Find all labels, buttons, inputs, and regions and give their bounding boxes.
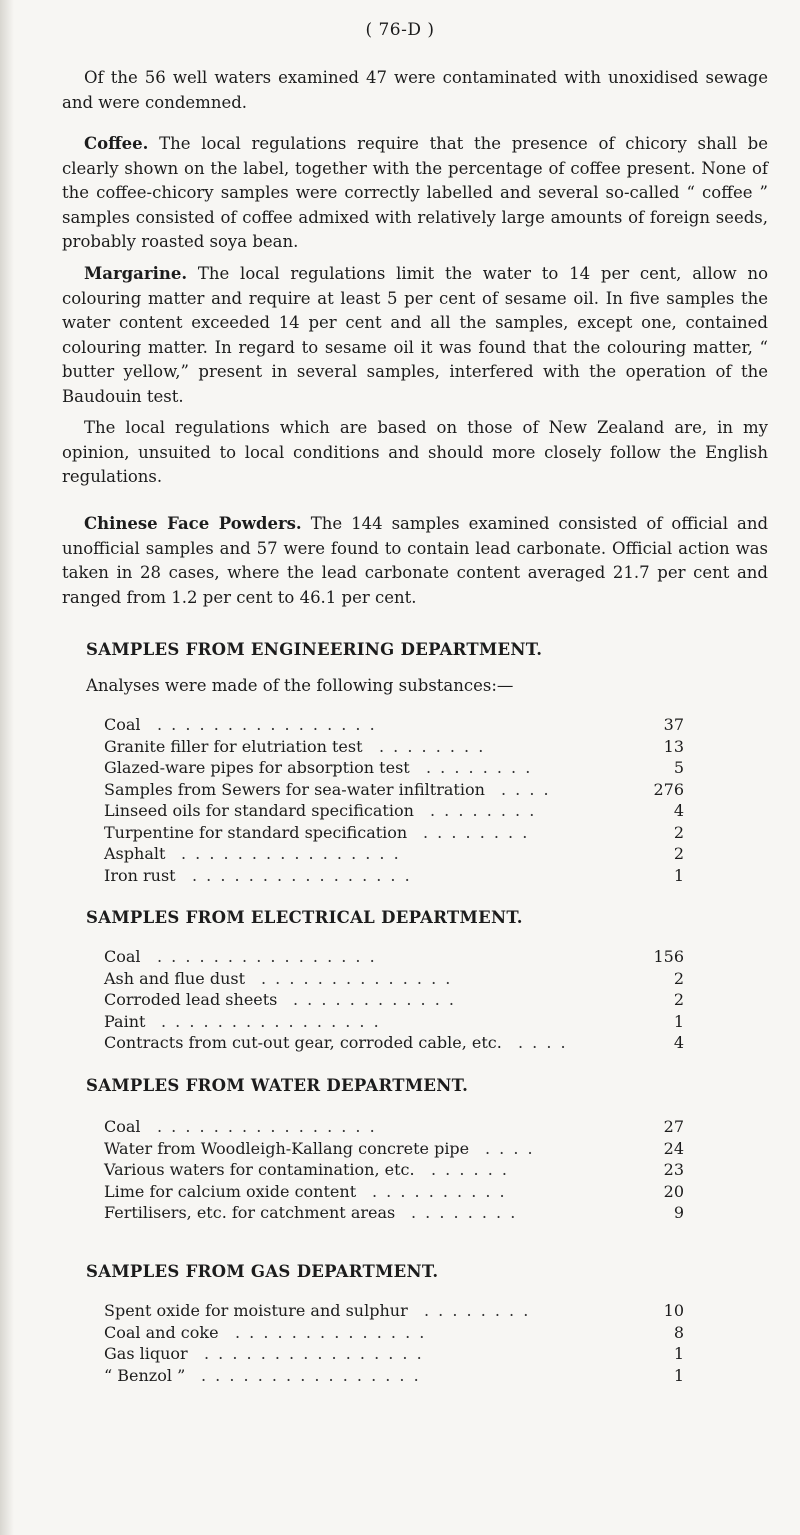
dot-leader: . . . .: [501, 779, 551, 799]
table-row: [104, 1365, 684, 1387]
dot-leader: . . . . . . . . . . . . . . . .: [161, 1011, 381, 1031]
row-value: 13: [663, 736, 684, 756]
row-value: 37: [663, 715, 684, 734]
row-label: Granite filler for elutriation test: [104, 736, 363, 756]
row-value: 9: [673, 1203, 684, 1222]
table-row: [104, 989, 684, 1011]
dot-leader: . . . .: [485, 1138, 535, 1158]
table-row: [104, 1300, 684, 1322]
table-row: [104, 1159, 684, 1181]
margarine-text: The local regulations limit the water to 14 per cent, allow no colouring matter and require at least 5 per cent of sesame oil. In five samples the water content exceeded 14 per cent and all the samples, except one, contained colouring matter. In regard to sesame oil it was found that the colouring matter, “ butter yellow,” present in several samples, interfered with the operation of the Baudouin test.: [62, 264, 769, 406]
row-value: 8: [673, 1322, 684, 1342]
paragraph-coffee: [62, 132, 768, 255]
page-number: ( 76-D ): [365, 20, 435, 40]
dot-leader: . . . . . . . .: [430, 801, 537, 820]
dot-leader: . . . .: [518, 1033, 568, 1052]
row-value: 2: [673, 822, 684, 842]
row-label: Samples from Sewers for sea-water infiltration: [104, 779, 485, 799]
paragraph-margarine: [62, 262, 768, 409]
dot-leader: . . . . . . . . . . . . . .: [235, 1322, 427, 1342]
paragraph-wells: [62, 66, 768, 115]
table-row: [104, 1116, 684, 1138]
row-label: Coal: [104, 947, 141, 966]
row-value: 2: [673, 990, 684, 1009]
row-value: 2: [673, 968, 684, 988]
table-row: [104, 714, 684, 736]
row-label: Linseed oils for standard specification: [104, 801, 414, 820]
dot-leader: . . . . . . . .: [379, 736, 486, 756]
gas-title: SAMPLES FROM GAS DEPARTMENT.: [86, 1262, 439, 1281]
coffee-heading: Coffee.: [84, 134, 149, 153]
row-value: 10: [663, 1301, 684, 1320]
row-label: Fertilisers, etc. for catchment areas: [104, 1203, 396, 1222]
dot-leader: . . . . . . . . . . . . . . . .: [192, 865, 412, 885]
wells-text: Of the 56 well waters examined 47 were contaminated with unoxidised sewage and were condemned.: [62, 68, 768, 112]
table-row: [104, 800, 684, 822]
row-label: Glazed-ware pipes for absorption test: [104, 758, 410, 777]
dot-leader: . . . . . . . .: [423, 822, 530, 842]
row-label: “ Benzol ”: [104, 1365, 186, 1385]
row-value: 24: [663, 1138, 684, 1158]
table-row: [104, 1343, 684, 1365]
row-value: 1: [673, 1365, 684, 1385]
row-label: Coal: [104, 1117, 141, 1136]
dot-leader: . . . . . . . . . . . . . .: [261, 968, 453, 988]
water-title: SAMPLES FROM WATER DEPARTMENT.: [86, 1076, 469, 1095]
row-value: 5: [673, 758, 684, 777]
table-row: [104, 1202, 684, 1224]
table-row: [104, 1032, 684, 1054]
table-row: [104, 822, 684, 844]
row-value: 276: [653, 779, 684, 799]
row-value: 23: [663, 1160, 684, 1179]
table-row: [104, 843, 684, 865]
row-label: Lime for calcium oxide content: [104, 1181, 357, 1201]
engineering-intro: Analyses were made of the following substances:—: [86, 676, 514, 695]
dot-leader: . . . . . . . . . . . . . . . .: [157, 715, 377, 734]
row-label: Coal and coke: [104, 1322, 219, 1342]
face-powders-heading: Chinese Face Powders.: [84, 514, 302, 533]
row-value: 20: [663, 1181, 684, 1201]
row-label: Asphalt: [104, 844, 166, 863]
row-label: Spent oxide for moisture and sulphur: [104, 1301, 408, 1320]
electrical-table: [104, 946, 684, 1054]
row-value: 2: [673, 844, 684, 863]
row-value: 1: [673, 1344, 684, 1363]
paragraph-regulations: [62, 416, 768, 490]
table-row: [104, 865, 684, 887]
row-label: Contracts from cut-out gear, corroded cable, etc.: [104, 1033, 502, 1052]
row-value: 4: [673, 801, 684, 820]
face-powders-text: The 144 samples examined consisted of official and unofficial samples and 57 were found to contain lead carbonate. Official action was taken in 28 cases, where the lead carbonate content averaged 21.7 per cent and ranged from 1.2 per cent to 46.1 per cent.: [62, 514, 769, 607]
row-label: Various waters for contamination, etc.: [104, 1160, 415, 1179]
row-label: Iron rust: [104, 865, 176, 885]
row-value: 1: [673, 865, 684, 885]
row-value: 1: [673, 1011, 684, 1031]
row-label: Corroded lead sheets: [104, 990, 278, 1009]
row-value: 4: [673, 1033, 684, 1052]
table-row: [104, 779, 684, 801]
table-row: [104, 1322, 684, 1344]
water-table: [104, 1116, 684, 1224]
table-row: [104, 757, 684, 779]
paragraph-face-powders: [62, 512, 768, 610]
row-label: Water from Woodleigh-Kallang concrete pipe: [104, 1138, 470, 1158]
margarine-heading: Margarine.: [84, 264, 188, 283]
engineering-title: SAMPLES FROM ENGINEERING DEPARTMENT.: [86, 640, 543, 659]
row-value: 156: [653, 947, 684, 966]
table-row: [104, 1138, 684, 1160]
coffee-text: The local regulations require that the presence of chicory shall be clearly shown on the label, together with the percentage of coffee present. None of the coffee-chicory samples were correctly labelled and several so-called “ coffee ” samples consisted of coffee admixed with relatively large amounts of foreign seeds, probably roasted soya bean.: [62, 134, 769, 251]
dot-leader: . . . . . . . . . . . . . . . .: [204, 1344, 424, 1363]
table-row: [104, 946, 684, 968]
dot-leader: . . . . . . . . . . . . . . . .: [201, 1365, 421, 1385]
engineering-table: [104, 714, 684, 886]
dot-leader: . . . . . . . .: [426, 758, 533, 777]
dot-leader: . . . . . .: [431, 1160, 509, 1179]
dot-leader: . . . . . . . . . . . . . . . .: [157, 947, 377, 966]
table-row: [104, 1181, 684, 1203]
electrical-title: SAMPLES FROM ELECTRICAL DEPARTMENT.: [86, 908, 523, 927]
row-label: Paint: [104, 1011, 146, 1031]
row-label: Ash and flue dust: [104, 968, 246, 988]
table-row: [104, 1011, 684, 1033]
row-value: 27: [663, 1117, 684, 1136]
dot-leader: . . . . . . . . . . . . . . . .: [157, 1117, 377, 1136]
row-label: Coal: [104, 715, 141, 734]
row-label: Turpentine for standard specification: [104, 822, 408, 842]
dot-leader: . . . . . . . . . .: [372, 1181, 507, 1201]
dot-leader: . . . . . . . .: [424, 1301, 531, 1320]
row-label: Gas liquor: [104, 1344, 188, 1363]
dot-leader: . . . . . . . . . . . .: [293, 990, 456, 1009]
regulations-text: The local regulations which are based on those of New Zealand are, in my opinion, unsuited to local conditions and should more closely follow the English regulations.: [62, 418, 768, 486]
scan-edge-shadow: [0, 0, 14, 1535]
dot-leader: . . . . . . . .: [411, 1203, 518, 1222]
table-row: [104, 736, 684, 758]
dot-leader: . . . . . . . . . . . . . . . .: [181, 844, 401, 863]
table-row: [104, 968, 684, 990]
gas-table: [104, 1300, 684, 1386]
